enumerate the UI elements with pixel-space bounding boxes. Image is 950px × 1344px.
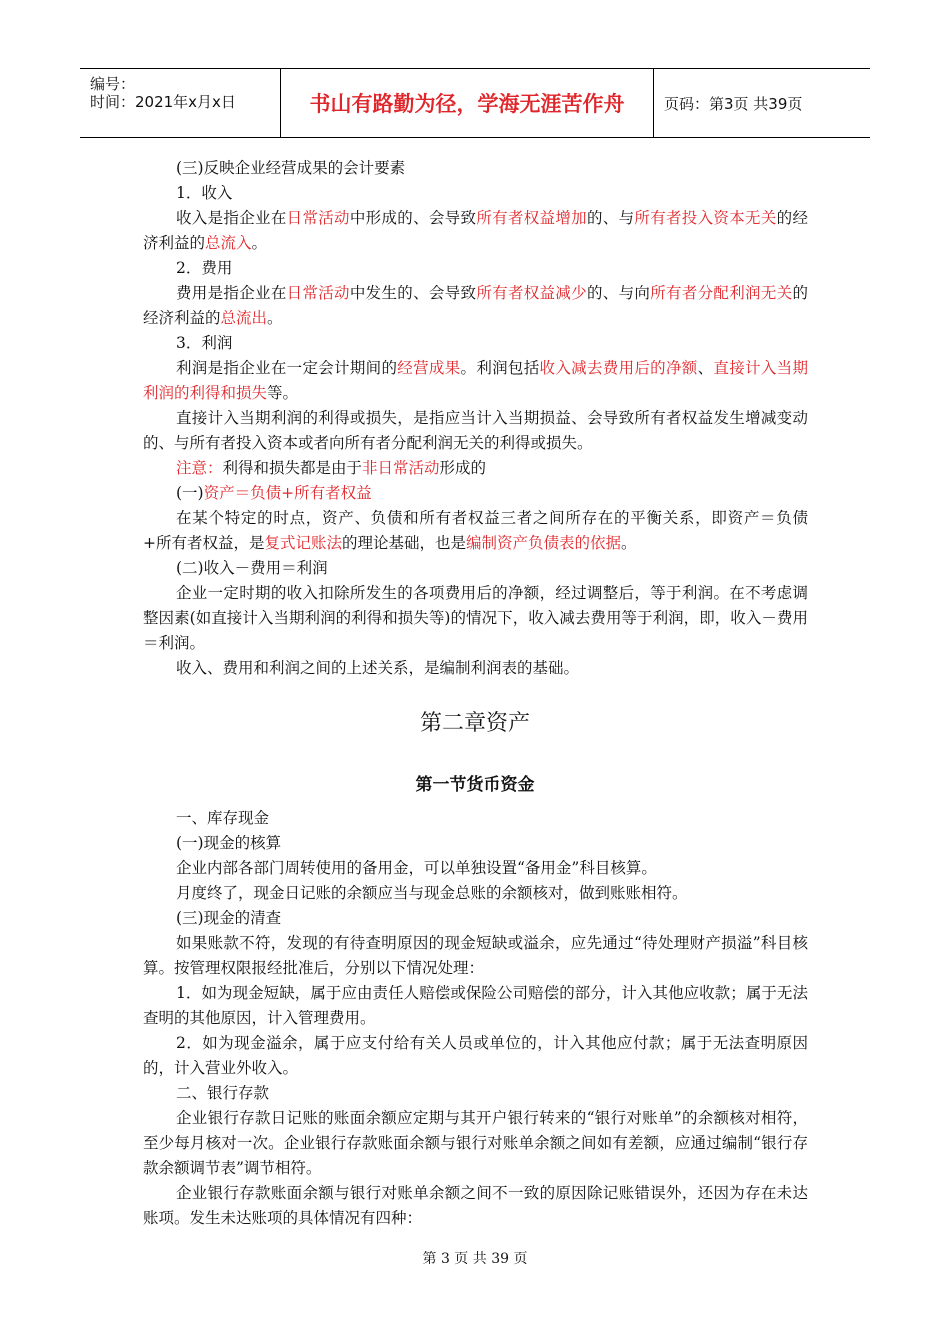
equation2-text: 企业一定时期的收入扣除所发生的各项费用后的净额，经过调整后，等于利润。在不考虑调整因素(如直接计入当期利润的利得和损失等)的情况下，收入减去费用等于利润，即，收入－费用＝利润。 — [143, 584, 808, 652]
header-motto: 书山有路勤为径，学海无涯苦作舟 — [281, 69, 654, 137]
highlight: 所有者投入资本无关 — [634, 209, 777, 227]
highlight: 日常活动 — [286, 209, 350, 227]
paragraph: 2．如为现金溢余，属于应支付给有关人员或单位的，计入其他应付款；属于无法查明原因的，计入营业外收入。 — [143, 1034, 808, 1077]
highlight: 经营成果 — [397, 359, 461, 377]
text: 的经济利益的 — [143, 284, 808, 327]
highlight: 直接计入当期利润的利得和损失 — [143, 359, 808, 402]
highlight: 所有者权益减少 — [476, 284, 587, 302]
text: (一) — [176, 484, 204, 502]
highlight: 非日常活动 — [362, 459, 440, 477]
paragraph: (一)现金的核算 — [176, 834, 282, 852]
text: 的、与 — [586, 209, 635, 227]
income-definition — [143, 206, 808, 256]
text: 在某个特定的时点，资产、负债和所有者权益三者之间所存在的平衡关系，即资产＝负债+所有者权益，是 — [143, 509, 808, 552]
time-label: 时间：2021年x月x日 — [90, 93, 236, 111]
paragraph: 月度终了，现金日记账的余额应当与现金总账的余额核对，做到账账相符。 — [176, 884, 688, 902]
text: 等。 — [267, 384, 299, 402]
chapter-title: 第二章资产 — [419, 711, 530, 736]
page-header — [80, 68, 870, 138]
profit-definition — [143, 356, 808, 406]
section-monetary-funds — [143, 806, 808, 1231]
income-title: 1．收入 — [176, 184, 233, 202]
text: 收入是指企业在 — [176, 209, 287, 227]
text: 中形成的、会导致 — [349, 209, 477, 227]
highlight: 所有者分配利润无关 — [650, 284, 793, 302]
equation1-heading — [143, 481, 808, 506]
expense-title: 2．费用 — [176, 259, 233, 277]
highlight: 日常活动 — [286, 284, 350, 302]
paragraph: 二、银行存款 — [176, 1084, 270, 1102]
text: 中发生的、会导致 — [349, 284, 477, 302]
text: 。 — [267, 309, 283, 327]
text: 。 — [621, 534, 637, 552]
direct-gain-paragraph: 直接计入当期利润的利得或损失，是指应当计入当期损益、会导致所有者权益发生增减变动的、与所有者投入资本或者向所有者分配利润无关的利得或损失。 — [143, 409, 808, 452]
header-meta — [80, 69, 281, 137]
text: 、 — [697, 359, 714, 377]
equation2-heading: (二)收入－费用＝利润 — [176, 559, 328, 577]
number-label: 编号： — [90, 75, 136, 93]
section-accounting-elements — [143, 156, 808, 681]
paragraph: 1．如为现金短缺，属于应由责任人赔偿或保险公司赔偿的部分，计入其他应收款；属于无法查明的其他原因，计入管理费用。 — [143, 984, 808, 1027]
paragraph: 企业内部各部门周转使用的备用金，可以单独设置“备用金”科目核算。 — [176, 859, 657, 877]
header-page-info: 页码：第3页 共39页 — [664, 94, 803, 113]
note-label: 注意： — [176, 459, 223, 477]
equation1-text — [143, 506, 808, 556]
page-footer: 第 3 页 共 39 页 — [422, 1251, 528, 1267]
highlight: 资产＝负债+所有者权益 — [203, 484, 372, 502]
paragraph: 一、库存现金 — [176, 809, 270, 827]
highlight: 复式记账法 — [264, 534, 343, 552]
note — [143, 456, 808, 481]
section-title: 第一节货币资金 — [415, 775, 535, 795]
paragraph: 企业银行存款账面余额与银行对账单余额之间不一致的原因除记账错误外，还因为存在未达账项。发生未达账项的具体情况有四种： — [143, 1184, 808, 1227]
highlight: 总流入 — [205, 234, 252, 252]
highlight: 总流出 — [220, 309, 268, 327]
profit-title: 3．利润 — [176, 334, 233, 352]
text: 的理论基础，也是 — [342, 534, 467, 552]
equation2-basis: 收入、费用和利润之间的上述关系，是编制利润表的基础。 — [176, 659, 580, 677]
text: 。利润包括 — [460, 359, 540, 377]
paragraph: (三)现金的清查 — [176, 909, 282, 927]
text: 。 — [251, 234, 268, 252]
text: 的经济利益的 — [143, 209, 808, 252]
text: 利润是指企业在一定会计期间的 — [176, 359, 398, 377]
text: 利得和损失都是由于 — [222, 459, 363, 477]
paragraph: 企业银行存款日记账的账面余额应定期与其开户银行转来的“银行对账单”的余额核对相符，至少每月核对一次。企业银行存款账面余额与银行对账单余额之间如有差额，应通过编制“银行存款余额调节表”调节相符。 — [143, 1109, 808, 1177]
text: 形成的 — [439, 459, 487, 477]
highlight: 编制资产负债表的依据 — [466, 534, 622, 552]
heading-results-elements: (三)反映企业经营成果的会计要素 — [176, 159, 406, 177]
text: 的、与向 — [586, 284, 651, 302]
paragraph: 如果账款不符，发现的有待查明原因的现金短缺或溢余，应先通过“待处理财产损溢”科目核算。按管理权限报经批准后，分别以下情况处理： — [143, 934, 808, 977]
text: 费用是指企业在 — [176, 284, 287, 302]
highlight: 收入减去费用后的净额 — [539, 359, 698, 377]
expense-definition — [143, 281, 808, 331]
highlight: 所有者权益增加 — [476, 209, 587, 227]
